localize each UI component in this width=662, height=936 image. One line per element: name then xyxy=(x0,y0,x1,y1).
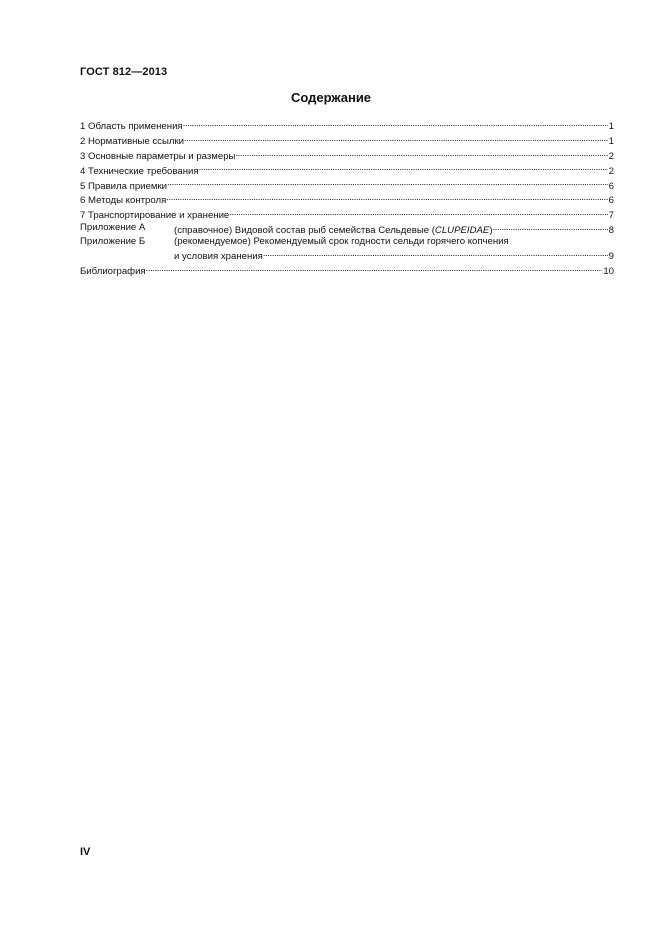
dot-leader xyxy=(199,162,608,173)
toc-entry-page: 2 xyxy=(608,165,614,177)
table-of-contents xyxy=(80,118,614,277)
toc-entry-page: 1 xyxy=(608,136,614,148)
toc-entry[interactable] xyxy=(80,207,614,222)
toc-entry-page: 7 xyxy=(608,210,614,222)
dot-leader xyxy=(235,148,607,159)
toc-appendix-b[interactable] xyxy=(80,236,614,262)
page-number: IV xyxy=(80,846,91,858)
appendix-label: Приложение А xyxy=(80,221,146,233)
dot-leader xyxy=(166,192,607,203)
appendix-label: Приложение Б xyxy=(80,236,146,248)
toc-entry-title: 7 Транспортирование и хранение xyxy=(80,210,230,222)
dot-leader xyxy=(167,177,608,188)
toc-entry-title: 2 Нормативные ссылки xyxy=(80,136,185,148)
document-header: ГОСТ 812—2013 xyxy=(80,66,168,78)
dot-leader xyxy=(229,207,607,218)
dot-leader xyxy=(263,248,608,259)
appendix-title-line: и условия хранения xyxy=(174,251,263,263)
appendix-title: (справочное) Видовой состав рыб семейства Сельдевые (CLUPEIDAE) xyxy=(174,224,493,236)
dot-leader xyxy=(183,118,608,129)
toc-entry[interactable] xyxy=(80,133,614,148)
toc-entry-page: 9 xyxy=(608,251,614,263)
page-title: Содержание xyxy=(290,90,372,105)
toc-entry[interactable] xyxy=(80,162,614,177)
toc-entry-title: 6 Методы контроля xyxy=(80,195,167,207)
toc-entry[interactable] xyxy=(80,177,614,192)
appendix-latin-name: CLUPEIDAE xyxy=(434,224,490,236)
dot-leader xyxy=(493,222,608,233)
toc-entry-bibliography[interactable] xyxy=(80,263,614,278)
dot-leader xyxy=(146,263,603,274)
toc-entry[interactable] xyxy=(80,118,614,133)
toc-entry[interactable] xyxy=(80,148,614,163)
toc-entry-page: 10 xyxy=(603,265,614,277)
toc-entry-title: 5 Правила приемки xyxy=(80,180,167,192)
toc-entry-page: 6 xyxy=(608,195,614,207)
toc-entry-page: 6 xyxy=(608,180,614,192)
toc-entry-page: 2 xyxy=(608,150,614,162)
toc-entry-page: 8 xyxy=(608,224,614,236)
toc-entry[interactable] xyxy=(80,192,614,207)
toc-entry-title: 1 Область применения xyxy=(80,121,183,133)
toc-entry-title: Библиография xyxy=(80,265,146,277)
toc-appendix-a[interactable] xyxy=(80,222,614,237)
toc-entry-title: 3 Основные параметры и размеры xyxy=(80,150,236,162)
appendix-title-line: (рекомендуемое) Рекомендуемый срок годности сельди горячего копчения xyxy=(174,236,509,248)
dot-leader xyxy=(184,133,608,144)
toc-entry-page: 1 xyxy=(608,121,614,133)
toc-entry-title: 4 Технические требования xyxy=(80,165,199,177)
